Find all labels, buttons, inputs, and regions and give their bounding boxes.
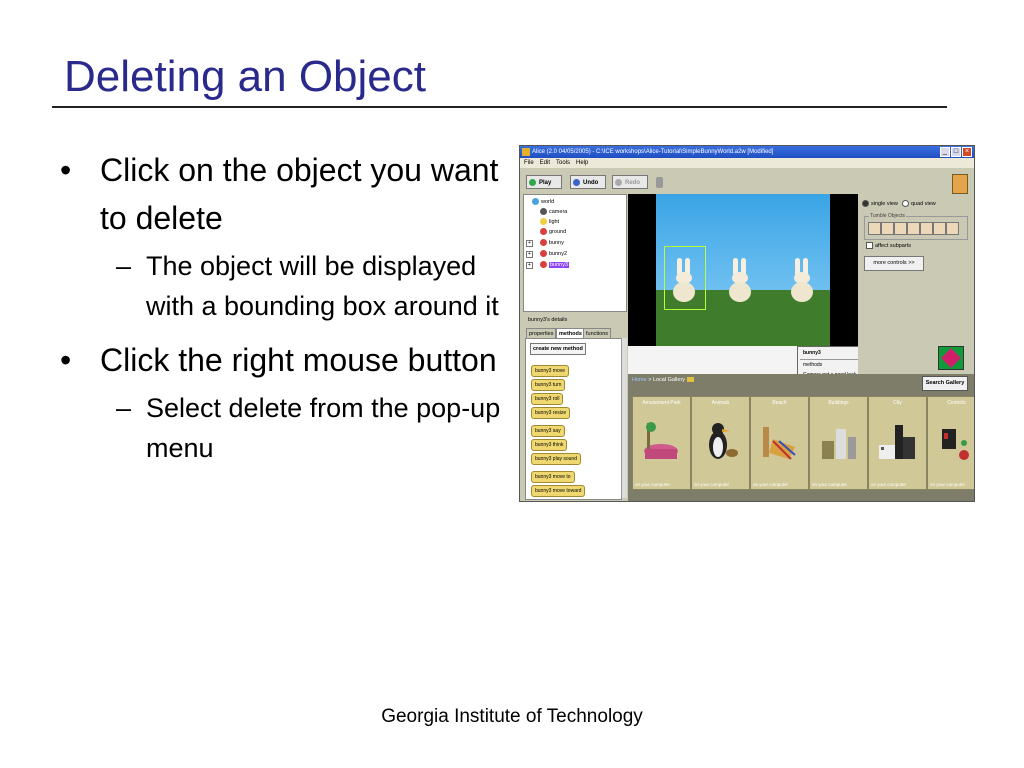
bunny-icon: [540, 261, 547, 268]
gallery-tile-controls[interactable]: Controls on your computer: [927, 396, 975, 490]
gallery-home-link[interactable]: Home: [632, 377, 647, 383]
copy-icon[interactable]: [946, 222, 959, 235]
sub-bullet-1: – The object will be displayed with a bounding box around it: [116, 251, 499, 321]
pointer-icon[interactable]: [868, 222, 881, 235]
menu-tools[interactable]: Tools: [556, 160, 571, 166]
bunny2-model[interactable]: [728, 258, 752, 302]
sub-bullet-2-text: Select delete from the pop-up menu: [146, 393, 501, 463]
bunny-icon: [540, 250, 547, 257]
method-tile[interactable]: bunny3 say: [531, 425, 565, 437]
tree-item-light[interactable]: light: [540, 217, 559, 227]
tree-item-camera[interactable]: camera: [540, 207, 567, 217]
bullet-2-text: Click the right mouse button: [100, 342, 497, 378]
details-title: bunny3's details: [528, 317, 568, 323]
quad-view-radio[interactable]: quad view: [902, 200, 936, 208]
object-tree: [523, 194, 627, 312]
context-menu-header: bunny3: [803, 350, 821, 356]
footer: Georgia Institute of Technology: [381, 706, 643, 727]
tumble-icon[interactable]: [920, 222, 933, 235]
tab-functions[interactable]: functions: [583, 328, 611, 340]
menu-edit[interactable]: Edit: [539, 160, 551, 166]
maximize-icon[interactable]: □: [951, 147, 961, 157]
turn-icon[interactable]: [907, 222, 920, 235]
tumble-objects-group: [864, 213, 968, 240]
create-new-method-button[interactable]: create new method: [530, 343, 586, 355]
search-gallery-button[interactable]: Search Gallery: [922, 376, 968, 391]
tab-properties[interactable]: properties: [526, 328, 556, 340]
world-icon: [532, 198, 539, 205]
tree-item-world[interactable]: world: [532, 197, 554, 207]
tree-item-bunny[interactable]: bunny: [540, 238, 564, 248]
bullet-list: [60, 146, 510, 478]
window-title: Alice (2.0 04/05/2005) - C:\ICE workshops\Alice-Tutorial\SimpleBunnyWorld.a2w [Modified]: [532, 149, 774, 155]
method-tile[interactable]: bunny3 think: [531, 439, 567, 451]
sub-bullet-1-text: The object will be displayed with a bounding box around it: [146, 251, 499, 321]
bounding-box: [664, 246, 706, 310]
tree-item-bunny3[interactable]: bunny3: [540, 260, 569, 270]
gallery-tile-beach[interactable]: Beach on your computer: [750, 396, 809, 490]
folder-up-icon[interactable]: [687, 377, 694, 382]
menu-bar: [520, 158, 974, 168]
buildings-icon: [818, 419, 858, 465]
method-tile[interactable]: bunny3 resize: [531, 407, 570, 419]
bullet-1-text: Click on the object you want to delete: [100, 152, 499, 236]
method-tile[interactable]: bunny3 move toward: [531, 485, 585, 497]
title-underline: [52, 106, 947, 108]
undo-icon: [573, 179, 580, 186]
undo-button[interactable]: Undo: [570, 175, 606, 189]
redo-button[interactable]: Redo: [612, 175, 648, 189]
bullet-2: • Click the right mouse button: [60, 342, 497, 378]
details-panel: [523, 314, 625, 499]
play-button[interactable]: Play: [526, 175, 562, 189]
gallery-tile-city[interactable]: City on your computer: [868, 396, 927, 490]
gallery-tile-animals[interactable]: Animals on your computer: [691, 396, 750, 490]
tab-methods[interactable]: methods: [556, 328, 585, 340]
minimize-icon[interactable]: _: [940, 147, 950, 157]
method-tile[interactable]: bunny3 roll: [531, 393, 563, 405]
animals-icon: [700, 419, 740, 465]
bunny-icon: [540, 239, 547, 246]
beach-icon: [759, 419, 799, 465]
gallery-tile-buildings[interactable]: Buildings on your computer: [809, 396, 868, 490]
expand-icon[interactable]: +: [526, 240, 533, 247]
move-vertical-icon[interactable]: [894, 222, 907, 235]
menu-item-methods[interactable]: methods: [803, 362, 823, 368]
gallery-breadcrumb: Home > Local Gallery: [632, 377, 694, 383]
close-icon[interactable]: ×: [962, 147, 972, 157]
methods-list: [525, 338, 622, 500]
more-controls-button[interactable]: more controls >>: [864, 256, 924, 271]
tumble-objects-label: Tumble Objects: [870, 213, 905, 219]
window-titlebar: [520, 146, 974, 158]
clipboard-icon[interactable]: [952, 174, 968, 194]
amusement-park-icon: [641, 419, 681, 465]
expand-icon[interactable]: +: [526, 262, 533, 269]
alice-logo-icon: [938, 346, 964, 370]
view-controls-panel: [858, 194, 974, 374]
menu-help[interactable]: Help: [576, 160, 589, 166]
light-icon: [540, 218, 547, 225]
single-view-radio[interactable]: single view: [862, 200, 898, 208]
method-tile[interactable]: bunny3 turn: [531, 379, 565, 391]
world-view[interactable]: [628, 194, 858, 374]
method-tile[interactable]: bunny3 play sound: [531, 453, 581, 465]
controls-icon: [936, 419, 975, 465]
details-scrollbar[interactable]: [621, 338, 627, 498]
sub-bullet-2: – Select delete from the pop-up menu: [116, 393, 501, 463]
gallery-tile-amusement-park[interactable]: Amusement Park on your computer: [632, 396, 691, 490]
toolbar: [520, 168, 974, 194]
redo-icon: [615, 179, 622, 186]
method-tile[interactable]: bunny3 move to: [531, 471, 575, 483]
object-gallery: [628, 374, 974, 501]
trash-icon[interactable]: [656, 177, 663, 188]
bullet-1: • Click on the object you want to delete: [60, 152, 499, 236]
ground-icon: [540, 228, 547, 235]
slide-title: Deleting an Object: [64, 52, 426, 101]
move-icon[interactable]: [881, 222, 894, 235]
city-icon: [877, 419, 917, 465]
expand-icon[interactable]: +: [526, 251, 533, 258]
bunny-model[interactable]: [790, 258, 814, 302]
affect-subparts-checkbox[interactable]: affect subparts: [866, 242, 911, 250]
alice-window: [519, 145, 975, 502]
tree-item-ground[interactable]: ground: [540, 227, 566, 237]
app-icon: [522, 148, 530, 156]
camera-icon: [540, 208, 547, 215]
tree-item-bunny2[interactable]: bunny2: [540, 249, 567, 259]
resize-icon[interactable]: [933, 222, 946, 235]
method-tile[interactable]: bunny3 move: [531, 365, 569, 377]
menu-file[interactable]: File: [524, 160, 534, 166]
play-icon: [529, 179, 536, 186]
